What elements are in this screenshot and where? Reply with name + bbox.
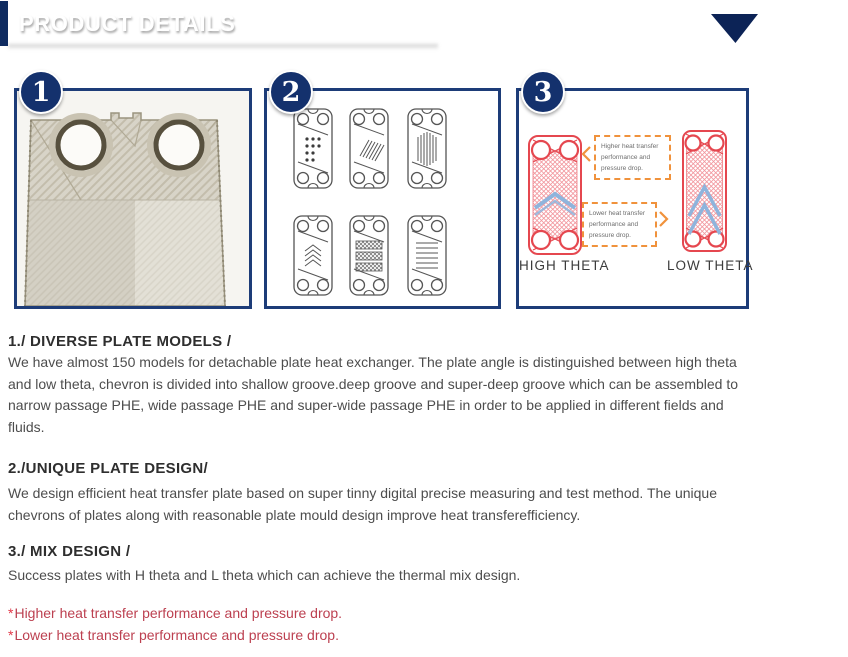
high-theta-label: HIGH THETA <box>519 258 610 273</box>
section-heading-2: 2./UNIQUE PLATE DESIGN/ <box>8 460 208 477</box>
section-body-2: We design efficient heat transfer plate based on super tinny digital precise measuring and test method. The unique chevrons of plates along with reasonable plate mould design improve heat transferefficiency. <box>8 485 717 523</box>
plate-drawing-dots <box>294 109 332 188</box>
note-asterisk: * <box>8 605 14 621</box>
plate-drawing-horizontal <box>408 216 446 295</box>
section-heading-3: 3./ MIX DESIGN / <box>8 543 131 560</box>
section-body-3: Success plates with H theta and L theta which can achieve the thermal mix design. <box>8 567 521 583</box>
callout-higher-heat-transfer: Higher heat transfer performance and pressure drop. <box>594 135 671 180</box>
product-details-banner <box>0 0 848 54</box>
figure-number-badge-1: 1 <box>19 70 63 114</box>
callout-lower-heat-transfer: Lower heat transfer performance and pressure drop. <box>582 202 657 247</box>
figure-box-plate-photo <box>14 88 252 309</box>
plate-models-illustration <box>267 91 498 306</box>
theta-annotations <box>516 88 754 309</box>
plate-drawing-chevron <box>294 216 332 295</box>
plate-drawing-bands <box>350 216 388 295</box>
banner-corner-accent <box>0 1 8 46</box>
callout-arrow-left-icon <box>580 145 592 163</box>
callout-arrow-right-icon <box>658 210 670 228</box>
banner-shadow <box>8 44 438 50</box>
note-text: Higher heat transfer performance and pressure drop. <box>14 605 343 621</box>
plate-drawing-diagonal <box>350 109 388 188</box>
banner-title: PRODUCT DETAILS <box>19 11 236 36</box>
section-body-1: We have almost 150 models for detachable plate heat exchanger. The plate angle is distinguished between high theta and low theta, chevron is divided into shallow groove.deep groove and super-deep groove which can be assembled to narrow passage PHE, wide passage PHE and super-wide passage PHE in order to be applied in different fields and fluids. <box>8 354 739 435</box>
figure-number-badge-3: 3 <box>521 70 565 114</box>
note-text: Lower heat transfer performance and pressure drop. <box>14 627 339 643</box>
plate-photo-image <box>17 91 249 306</box>
note-asterisk: * <box>8 627 14 643</box>
figure-number-badge-2: 2 <box>269 70 313 114</box>
figure-box-plate-models <box>264 88 501 309</box>
section-heading-1: 1./ DIVERSE PLATE MODELS / <box>8 333 232 350</box>
plate-drawing-vertical <box>408 109 446 188</box>
low-theta-label: LOW THETA <box>667 258 754 273</box>
note-lower <box>8 627 339 643</box>
note-higher <box>8 605 342 621</box>
